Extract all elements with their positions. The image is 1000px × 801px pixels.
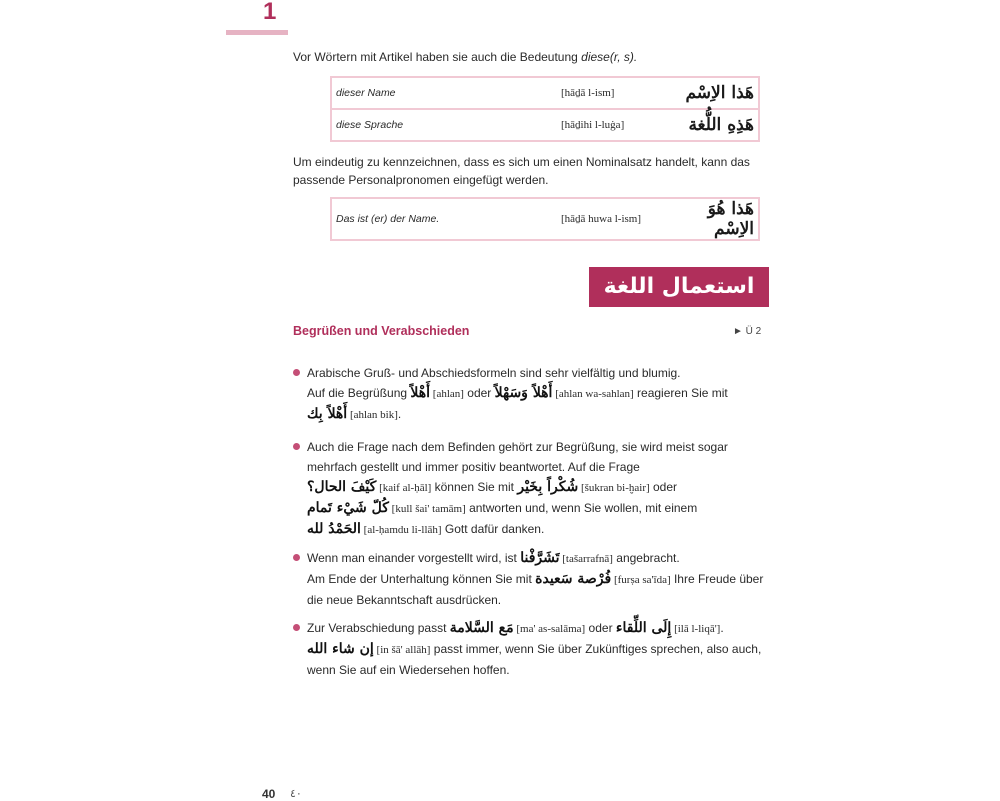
arabic-phrase: إِلَى اللِّقاء <box>615 620 672 636</box>
arabic-phrase: أَهْلاً <box>410 385 431 401</box>
transliteration: [ma' as-salāma] <box>513 623 586 635</box>
list-item <box>293 548 773 610</box>
german-cell: Das ist (er) der Name. <box>336 213 440 225</box>
arabic-cell: هَذا هُوَ الاِسْم <box>707 199 754 239</box>
arabic-phrase: كُلّ شَيْء تَمام <box>307 500 389 516</box>
text: oder <box>649 480 678 494</box>
transliteration: [in šā' allāh] <box>373 644 431 656</box>
text: Auf die Begrüßung <box>307 386 411 400</box>
page-number: 40 <box>262 787 276 801</box>
transliteration: [ahlan] <box>430 388 464 400</box>
text: Gott dafür danken. <box>441 522 545 536</box>
intro-text: Vor Wörtern mit Artikel haben sie auch die Bedeutung <box>293 50 582 64</box>
transliteration: [al-ḥamdu li-llāh] <box>360 524 442 536</box>
bullet-text <box>307 363 773 425</box>
bullet-dot-icon <box>293 624 300 631</box>
arabic-phrase: مَع السَّلامة <box>449 620 514 636</box>
transliteration: [furṣa sa'īda] <box>611 574 671 586</box>
text: reagieren Sie mit <box>633 386 728 400</box>
chapter-accent-bar <box>226 30 288 35</box>
arabic-phrase: الحَمْدُ لله <box>307 521 361 537</box>
arabic-phrase: إن شاء الله <box>307 641 374 657</box>
transliteration-cell: [hāḏā l-ism] <box>561 77 681 109</box>
arabic-cell: هَذا الاِسْم <box>681 77 759 109</box>
text: oder <box>463 386 495 400</box>
arabic-phrase: شُكْراً بِخَيْر <box>517 479 579 495</box>
intro-paragraph <box>293 48 763 66</box>
arabic-cell: هَذِهِ اللُّغة <box>688 115 754 135</box>
text: Auch die Frage nach dem Befinden gehört zur Begrüßung, sie wird meist sogar mehrfach gestellt und immer positiv beantwortet. Auf die Frage <box>307 440 728 474</box>
section-title: Begrüßen und Verabschieden <box>293 324 470 338</box>
transliteration: [ahlan bik] <box>347 409 398 421</box>
bullet-text <box>307 618 773 680</box>
text: . <box>397 407 402 421</box>
text: oder <box>585 621 616 635</box>
text: Wenn man einander vorgestellt wird, ist <box>307 551 521 565</box>
section-banner: استعمال اللغة <box>589 267 769 307</box>
text: antworten und, wenn Sie wollen, mit einem <box>465 501 698 515</box>
arabic-phrase: أَهْلاً بِك <box>307 406 348 422</box>
text: Am Ende der Unterhaltung können Sie mit <box>307 572 536 586</box>
bullet-text <box>307 548 773 610</box>
bullet-dot-icon <box>293 369 300 376</box>
list-item <box>293 618 773 680</box>
transliteration-cell: [hāḏihi l-luġa] <box>561 119 625 131</box>
transliteration: [kaif al-ḥāl] <box>376 482 432 494</box>
example-table-pronoun <box>330 197 760 241</box>
transliteration: [ilā l-liqā'] <box>671 623 721 635</box>
arabic-phrase: فُرْصة سَعيدة <box>535 571 612 587</box>
text: Ihre Freude über die neue Bekanntschaft ausdrücken. <box>307 572 764 607</box>
bullet-dot-icon <box>293 554 300 561</box>
german-cell: dieser Name <box>331 77 561 109</box>
text: angebracht. <box>612 551 680 565</box>
list-item <box>293 437 773 540</box>
table-row <box>331 198 759 240</box>
arabic-phrase: أَهْلاً وَسَهْلاً <box>494 385 553 401</box>
transliteration: [tašarrafnā] <box>559 553 613 565</box>
nominal-sentence-paragraph: Um eindeutig zu kennzeichnen, dass es sich um einen Nominalsatz handelt, kann das passende Personalpronomen eingefügt werden. <box>293 155 750 187</box>
list-item <box>293 363 773 425</box>
chapter-number: 1 <box>263 0 277 25</box>
page-number-arabic: ٤٠ <box>290 787 302 800</box>
arabic-phrase: تَشَرَّفْنا <box>520 550 560 566</box>
table-row <box>331 77 759 109</box>
bullet-dot-icon <box>293 443 300 450</box>
transliteration: [šukran bi-ḫair] <box>578 482 650 494</box>
table-row <box>331 109 759 141</box>
text: passt immer, wenn Sie über Zukünftiges sprechen, also auch, wenn Sie auf ein Wiedersehen hoffen. <box>307 642 762 677</box>
text: . <box>720 621 724 635</box>
german-cell: diese Sprache <box>336 119 404 131</box>
bullet-text <box>307 437 773 540</box>
transliteration: [kull šai' tamām] <box>388 503 466 515</box>
intro-italic: diese(r, s). <box>581 50 638 64</box>
transliteration-cell: [hāḏā huwa l-ism] <box>561 213 642 225</box>
example-table-demonstratives <box>330 76 760 142</box>
text: Zur Verabschiedung passt <box>307 621 450 635</box>
transliteration: [ahlan wa-sahlan] <box>552 388 634 400</box>
text: können Sie mit <box>431 480 518 494</box>
exercise-reference: ► Ü 2 <box>733 326 762 337</box>
text: Arabische Gruß- und Abschiedsformeln sind sehr vielfältig und blumig. <box>307 366 681 380</box>
arabic-phrase: كَيْفَ الحال؟ <box>307 479 377 495</box>
